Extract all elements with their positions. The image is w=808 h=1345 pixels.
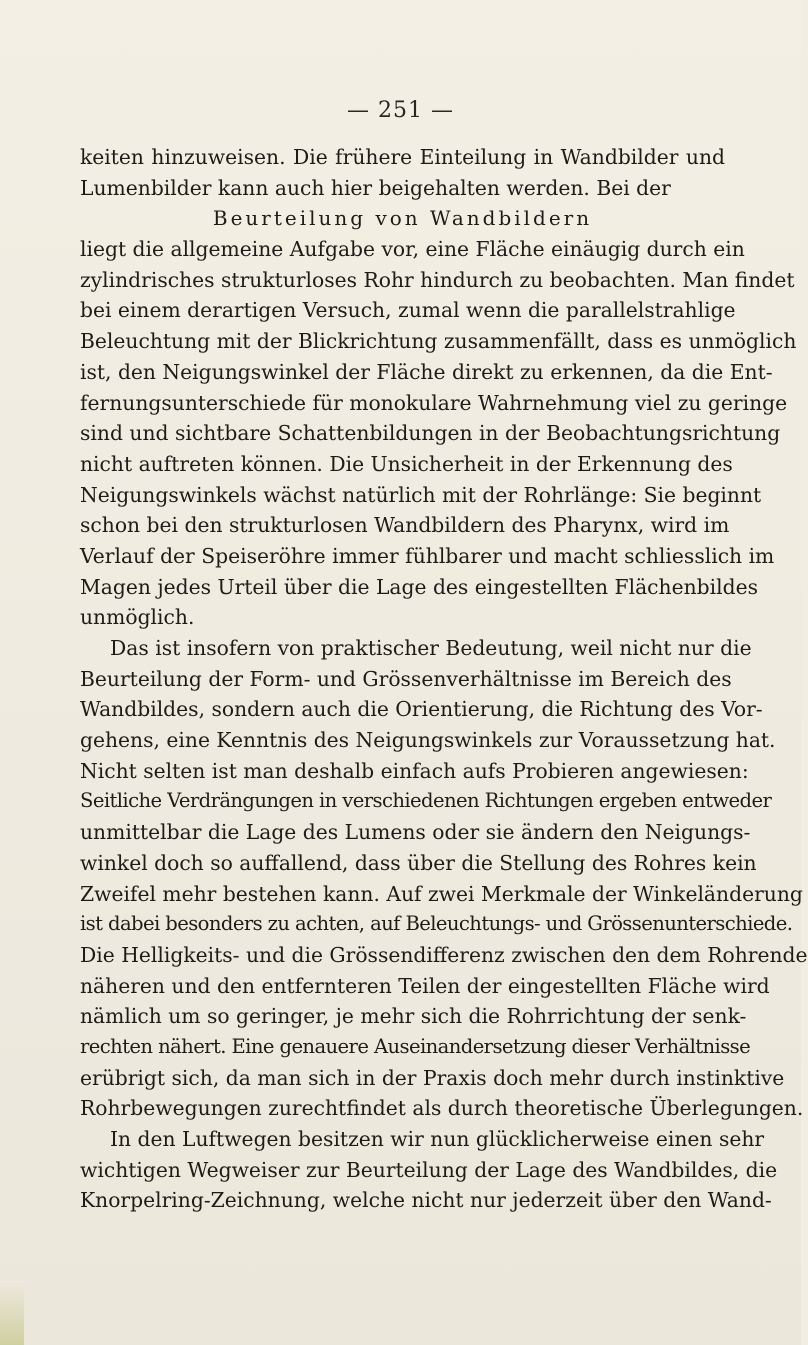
text-line: ist, den Neigungswinkel der Fläche direkt zu erkennen, da die Ent-: [80, 359, 773, 384]
text-line: unmittelbar die Lage des Lumens oder sie ändern den Neigungs-: [80, 820, 751, 845]
text-line: Zweifel mehr bestehen kann. Auf zwei Merkmale der Winkeländerung: [80, 881, 803, 906]
text-line: Rohrbewegungen zurechtfindet als durch theoretische Überlegungen.: [80, 1096, 804, 1121]
text-line: nicht auftreten können. Die Unsicherheit in der Erkennung des: [80, 451, 733, 476]
body-text: [80, 142, 808, 1216]
text-line: rechten nähert. Eine genauere Auseinandersetzung dieser Verhältnisse: [80, 1034, 751, 1058]
text-line: fernungsunterschiede für monokulare Wahrnehmung viel zu geringe: [80, 390, 788, 415]
text-line: nämlich um so geringer, je mehr sich die Rohrrichtung der senk-: [80, 1004, 747, 1029]
text-line: Knorpelring-Zeichnung, welche nicht nur jederzeit über den Wand-: [80, 1188, 772, 1213]
text-line: Lumenbilder kann auch hier beigehalten werden. Bei der: [80, 175, 671, 200]
text-line: winkel doch so auffallend, dass über die Stellung des Rohres kein: [80, 850, 757, 875]
text-line: Magen jedes Urteil über die Lage des eingestellten Flächenbildes: [80, 574, 758, 599]
text-line: In den Luftwegen besitzen wir nun glücklicherweise einen sehr: [110, 1127, 765, 1151]
page-number: — 251 —: [347, 98, 454, 123]
section-heading: Beurteilung von Wandbildern: [212, 206, 593, 231]
text-line: wichtigen Wegweiser zur Beurteilung der Lage des Wandbildes, die: [80, 1157, 778, 1182]
text-line: Beurteilung der Form- und Grössenverhältnisse im Bereich des: [80, 666, 732, 691]
text-line: liegt die allgemeine Aufgabe vor, eine Fläche einäugig durch ein: [80, 237, 745, 262]
text-line: Neigungswinkels wächst natürlich mit der Rohrlänge: Sie beginnt: [80, 482, 762, 507]
text-line: Beleuchtung mit der Blickrichtung zusammenfällt, dass es unmöglich: [80, 329, 797, 354]
text-line: Seitliche Verdrängungen in verschiedenen Richtungen ergeben entweder: [80, 789, 772, 813]
text-line: gehens, eine Kenntnis des Neigungswinkels zur Voraussetzung hat.: [80, 728, 776, 753]
text-line: Wandbildes, sondern auch die Orientierung, die Richtung des Vor-: [80, 697, 763, 722]
text-line: bei einem derartigen Versuch, zumal wenn die parallelstrahlige: [80, 298, 736, 323]
text-line: unmöglich.: [80, 605, 195, 630]
text-line: erübrigt sich, da man sich in der Praxis doch mehr durch instinktive: [80, 1065, 785, 1090]
text-line: sind und sichtbare Schattenbildungen in der Beobachtungsrichtung: [80, 421, 781, 446]
text-line: ist dabei besonders zu achten, auf Beleuchtungs- und Grössenunterschiede.: [80, 912, 793, 936]
text-line: näheren und den entfernteren Teilen der eingestellten Fläche wird: [80, 973, 770, 998]
text-line: Nicht selten ist man deshalb einfach aufs Probieren angewiesen:: [80, 758, 749, 783]
text-line: Verlauf der Speiseröhre immer fühlbarer und macht schliesslich im: [80, 543, 775, 568]
text-line: schon bei den strukturlosen Wandbildern des Pharynx, wird im: [80, 513, 730, 538]
text-line: zylindrisches strukturloses Rohr hindurch zu beobachten. Man findet: [80, 267, 795, 292]
text-line: Das ist insofern von praktischer Bedeutung, weil nicht nur die: [110, 636, 752, 660]
text-line: Die Helligkeits- und die Grössendifferenz zwischen den dem Rohrende: [80, 942, 808, 967]
page-edge-shadow: [0, 1285, 24, 1345]
text-line: keiten hinzuweisen. Die frühere Einteilung in Wandbilder und: [80, 145, 725, 169]
